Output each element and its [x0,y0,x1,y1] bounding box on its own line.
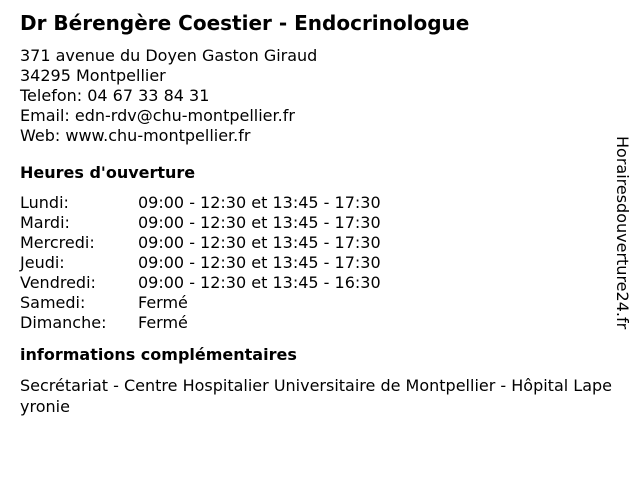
hours-row-dimanche [20,313,616,333]
email-text: Email: edn-rdv@chu-montpellier.fr [20,106,295,125]
day-label: Mardi: [20,213,70,232]
address-city: 34295 Montpellier [20,66,166,85]
business-card [20,10,616,417]
day-hours: Fermé [138,313,188,332]
day-hours: 09:00 - 12:30 et 13:45 - 17:30 [138,213,381,232]
day-hours: 09:00 - 12:30 et 13:45 - 16:30 [138,273,381,292]
info-heading: informations complémentaires [20,345,297,364]
day-hours: Fermé [138,293,188,312]
day-label: Samedi: [20,293,86,312]
info-text: Secrétariat - Centre Hospitalier Universitaire de Montpellier - Hôpital Lapeyronie [20,376,613,416]
web-text: Web: www.chu-montpellier.fr [20,126,251,145]
page-title: Dr Bérengère Coestier - Endocrinologue [20,11,470,35]
phone-text: Telefon: 04 67 33 84 31 [20,86,210,105]
day-label: Vendredi: [20,273,96,292]
day-label: Lundi: [20,193,69,212]
hours-row-vendredi [20,273,616,293]
site-watermark: Horairesdouverture24.fr [613,136,632,330]
hours-row-samedi [20,293,616,313]
hours-table [20,193,616,333]
hours-row-mercredi [20,233,616,253]
day-label: Dimanche: [20,313,107,332]
day-hours: 09:00 - 12:30 et 13:45 - 17:30 [138,193,381,212]
day-label: Jeudi: [20,253,65,272]
hours-row-lundi [20,193,616,213]
hours-heading: Heures d'ouverture [20,163,196,182]
address-block [20,46,616,146]
day-label: Mercredi: [20,233,95,252]
hours-row-mardi [20,213,616,233]
day-hours: 09:00 - 12:30 et 13:45 - 17:30 [138,233,381,252]
day-hours: 09:00 - 12:30 et 13:45 - 17:30 [138,253,381,272]
address-street: 371 avenue du Doyen Gaston Giraud [20,46,318,65]
hours-row-jeudi [20,253,616,273]
